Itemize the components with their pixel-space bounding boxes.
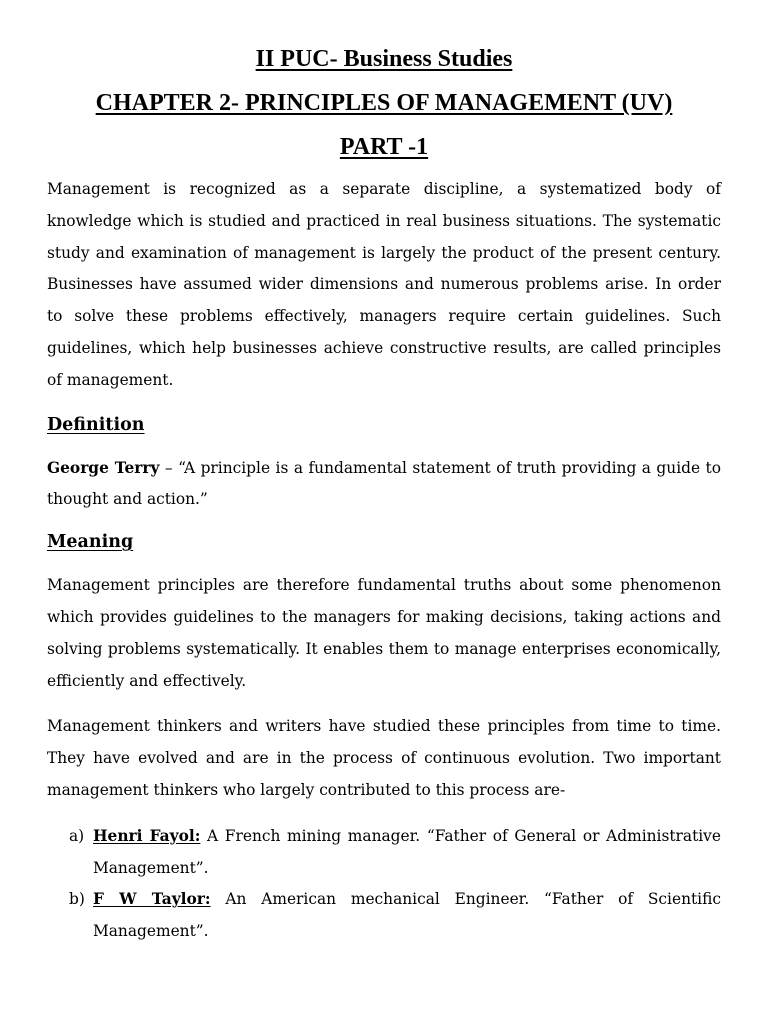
thinkers-list <box>47 821 721 948</box>
definition-quote: “A principle is a fundamental statement of truth providing a guide to thought and action.” <box>47 458 722 509</box>
definition-paragraph <box>47 453 721 517</box>
thinker-name: F W Taylor: <box>93 890 211 909</box>
list-marker: b) <box>69 890 85 909</box>
definition-dash: – <box>159 458 179 477</box>
intro-paragraph: Management is recognized as a separate discipline, a systematized body of knowledge which is studied and practiced in real business situations. The systematic study and examination of management is largely the product of the present century. Businesses have assumed wider dimensions and numerous problems arise. In order to solve these problems effectively, managers require certain guidelines. Such guidelines, which help businesses achieve constructive results, are called principles of management. <box>47 180 721 389</box>
meaning-heading: Meaning <box>47 532 134 553</box>
thinker-description: An American mechanical Engineer. “Father of Scientific Management”. <box>93 890 721 941</box>
list-item <box>47 821 721 885</box>
subject-title: II PUC- Business Studies <box>255 46 513 72</box>
meaning-paragraph: Management principles are therefore fundamental truths about some phenomenon which provides guidelines to the managers for making decisions, taking actions and solving problems systematically. It enables them to manage enterprises economically, efficiently and effectively. <box>47 576 721 690</box>
definition-author: George Terry <box>47 458 160 477</box>
list-marker: a) <box>69 826 85 845</box>
chapter-title: CHAPTER 2- PRINCIPLES OF MANAGEMENT (UV) <box>95 90 673 116</box>
thinker-description: A French mining manager. “Father of General or Administrative Management”. <box>93 826 721 877</box>
list-item <box>47 884 721 948</box>
definition-heading: Definition <box>47 414 145 435</box>
thinkers-paragraph: Management thinkers and writers have studied these principles from time to time. They have evolved and are in the process of continuous evolution. Two important management thinkers who largely contributed to this process are- <box>47 717 721 799</box>
part-title: PART -1 <box>339 134 429 160</box>
thinker-name: Henri Fayol: <box>93 826 201 845</box>
